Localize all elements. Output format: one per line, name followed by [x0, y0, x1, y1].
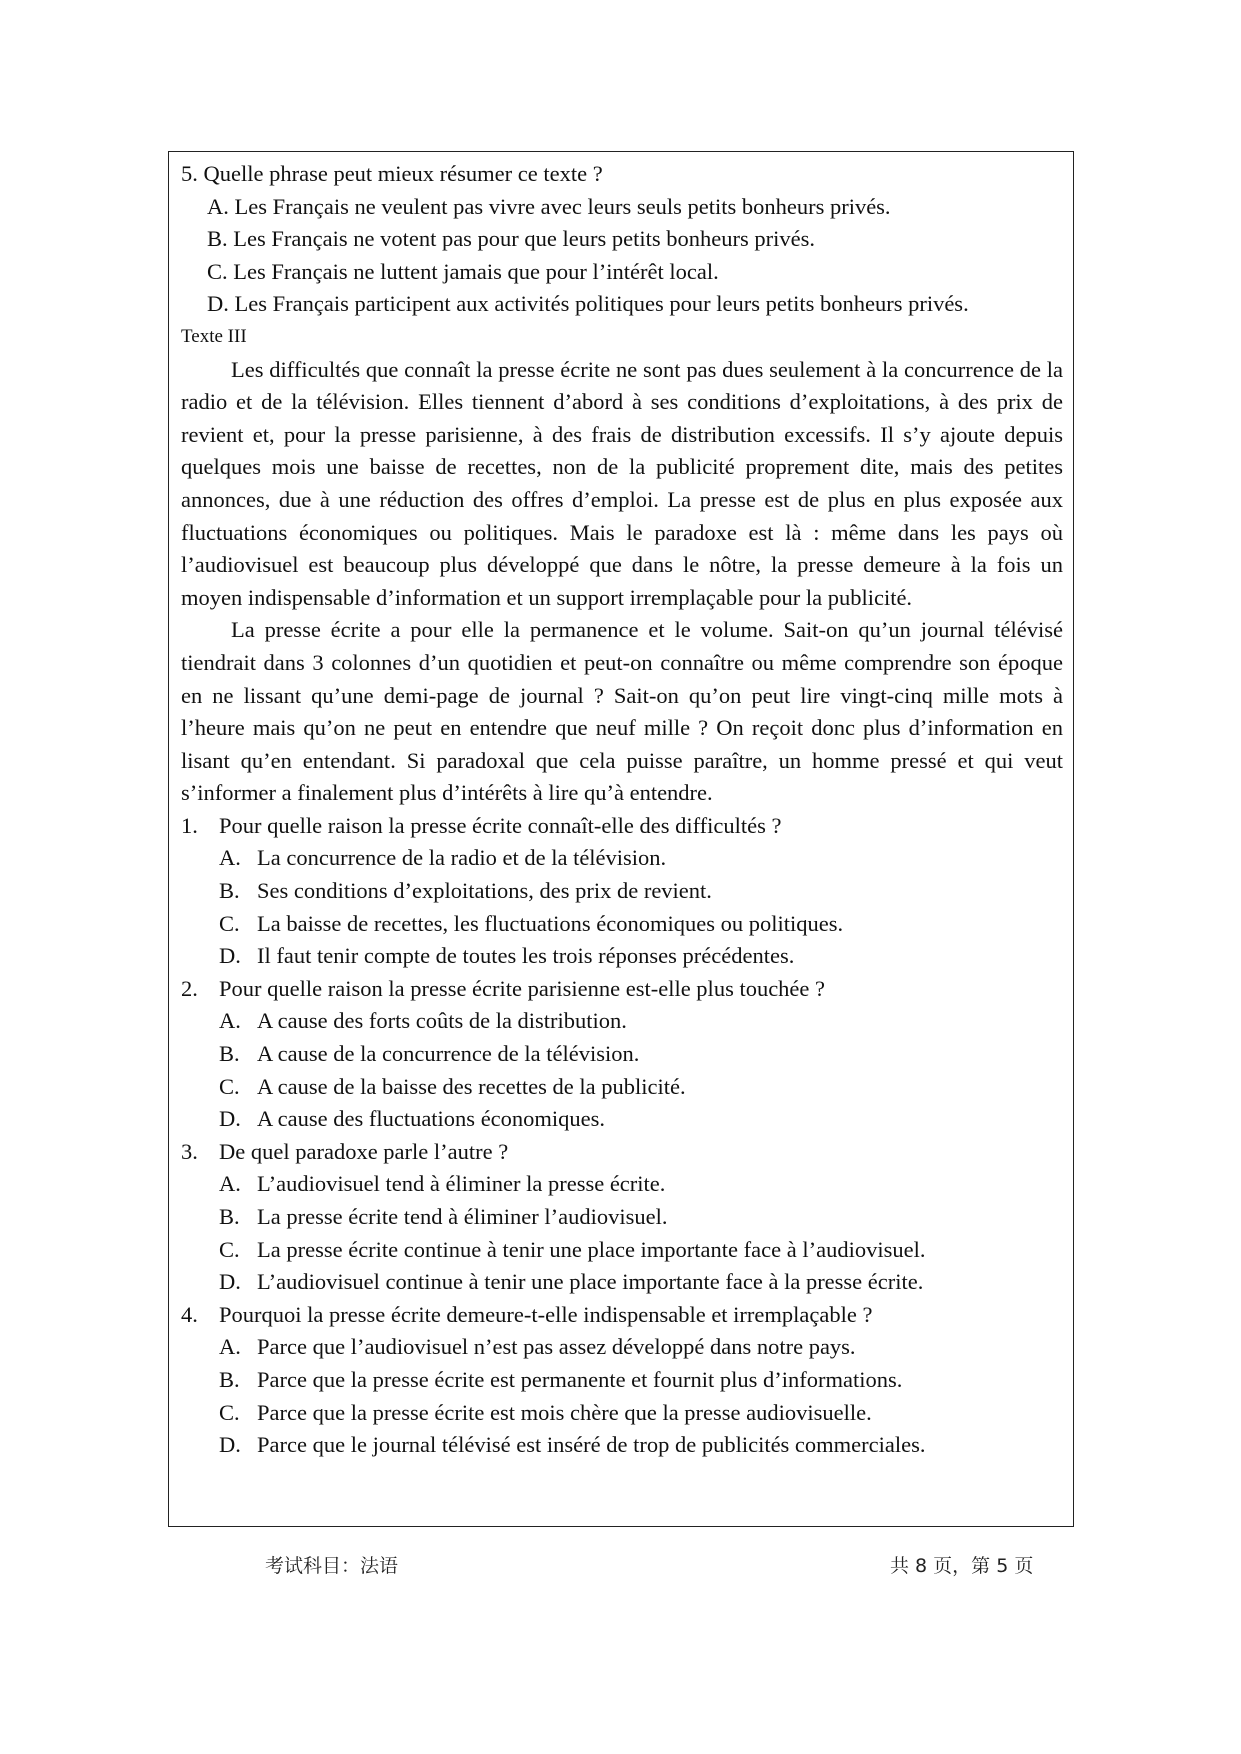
option-text: A cause de la baisse des recettes de la publicité. [257, 1073, 686, 1099]
question-1-option [181, 842, 1063, 875]
question-4 [181, 1299, 1063, 1332]
option-text: Il faut tenir compte de toutes les trois réponses précédentes. [257, 943, 795, 969]
question-3-option [181, 1234, 1063, 1267]
question-4-option [181, 1331, 1063, 1364]
question-text: Pour quelle raison la presse écrite parisienne est-elle plus touchée ? [219, 975, 826, 1001]
option-letter: A. [219, 1334, 241, 1360]
option-letter: C. [219, 910, 240, 936]
page-indicator: 共 8 页，第 5 页 [890, 1555, 1034, 1577]
option-letter: C. [219, 1236, 240, 1262]
option-letter: B. [219, 878, 240, 904]
q5-option-b: B. Les Français ne votent pas pour que leurs petits bonheurs privés. [207, 226, 815, 252]
question-4-option [181, 1429, 1063, 1462]
exam-frame [168, 151, 1074, 1527]
passage-paragraph-2: La presse écrite a pour elle la permanence et le volume. Sait-on qu’un journal télévisé tiendrait dans 3 colonnes d’un quotidien et peut-on connaître ou même comprendre son époque en ne lissant qu’une demi-page de journal ? Sait-on qu’on peut lire vingt-cinq mille mots à l’heure mais qu’on ne peut en entendre que neuf mille ? On reçoit donc plus d’information en lisant qu’en entendant. Si paradoxal que cela puisse paraître, un homme pressé et qui veut s’informer a finalement plus d’intérêts à lire qu’à entendre. [181, 617, 1063, 806]
question-2-option [181, 1038, 1063, 1071]
q5-option-d: D. Les Français participent aux activités politiques pour leurs petits bonheurs privés. [207, 291, 969, 317]
option-letter: D. [219, 1269, 241, 1295]
option-text: La concurrence de la radio et de la télévision. [257, 845, 667, 871]
question-1 [181, 810, 1063, 843]
question-number: 2. [181, 975, 198, 1001]
option-letter: C. [219, 1399, 240, 1425]
option-letter: A. [219, 1171, 241, 1197]
option-text: A cause de la concurrence de la télévision. [257, 1041, 640, 1067]
option-letter: A. [219, 845, 241, 871]
question-number: 3. [181, 1138, 198, 1164]
question-4-option [181, 1364, 1063, 1397]
option-text: La presse écrite continue à tenir une place importante face à l’audiovisuel. [257, 1236, 926, 1262]
question-text: De quel paradoxe parle l’autre ? [219, 1138, 509, 1164]
option-letter: B. [219, 1041, 240, 1067]
question-3 [181, 1136, 1063, 1169]
reading-passage [181, 354, 1063, 810]
option-letter: D. [219, 1106, 241, 1132]
exam-subject: 考试科目：法语 [265, 1555, 399, 1577]
section-title: Texte III [181, 325, 247, 347]
question-number: 4. [181, 1301, 198, 1327]
question-list [181, 810, 1063, 1462]
question-4-option [181, 1397, 1063, 1430]
q5-option-a: A. Les Français ne veulent pas vivre avec leurs seuls petits bonheurs privés. [207, 193, 891, 219]
option-text: Parce que l’audiovisuel n’est pas assez développé dans notre pays. [257, 1334, 856, 1360]
question-2 [181, 973, 1063, 1006]
question-text: Pourquoi la presse écrite demeure-t-elle indispensable et irremplaçable ? [219, 1301, 873, 1327]
question-3-option [181, 1266, 1063, 1299]
option-letter: A. [219, 1008, 241, 1034]
question-2-option [181, 1103, 1063, 1136]
option-text: Parce que le journal télévisé est inséré de trop de publicités commerciales. [257, 1432, 926, 1458]
option-text: Parce que la presse écrite est permanente et fournit plus d’informations. [257, 1366, 903, 1392]
option-text: La presse écrite tend à éliminer l’audiovisuel. [257, 1204, 668, 1229]
passage-paragraph-1: Les difficultés que connaît la presse écrite ne sont pas dues seulement à la concurrence de la radio et de la télévision. Elles tiennent d’abord à ses conditions d’exploitations, à des prix de revient et, pour la presse parisienne, à des frais de distribution excessifs. Il s’y ajoute depuis quelques mois une baisse de recettes, non de la publicité proprement dite, mais des petites annonces, due à une réduction des offres d’emploi. La presse est de plus en plus exposée aux fluctuations économiques ou politiques. Mais le paradoxe est là : même dans les pays où l’audiovisuel est beaucoup plus développé que dans le nôtre, la presse demeure à la fois un moyen indispensable d’information et un support irremplaçable pour la publicité. [181, 356, 1063, 610]
question-1-option [181, 875, 1063, 908]
option-letter: C. [219, 1073, 240, 1099]
question-text: Pour quelle raison la presse écrite connaît-elle des difficultés ? [219, 812, 782, 838]
option-text: La baisse de recettes, les fluctuations économiques ou politiques. [257, 910, 844, 936]
question-3-option [181, 1168, 1063, 1201]
option-text: A cause des fluctuations économiques. [257, 1106, 606, 1132]
option-text: Ses conditions d’exploitations, des prix de revient. [257, 878, 712, 904]
option-letter: B. [219, 1204, 240, 1229]
q5-question: 5. Quelle phrase peut mieux résumer ce texte ? [181, 161, 603, 186]
question-2-option [181, 1071, 1063, 1104]
question-1-option [181, 908, 1063, 941]
question-2-option [181, 1005, 1063, 1038]
question-1-option [181, 940, 1063, 973]
option-text: L’audiovisuel tend à éliminer la presse écrite. [257, 1171, 666, 1197]
question-3-option [181, 1201, 1063, 1234]
option-text: A cause des forts coûts de la distribution. [257, 1008, 627, 1034]
option-text: Parce que la presse écrite est mois chère que la presse audiovisuelle. [257, 1399, 872, 1425]
q5-option-c: C. Les Français ne luttent jamais que pour l’intérêt local. [207, 258, 719, 284]
option-letter: B. [219, 1366, 240, 1392]
question-number: 1. [181, 812, 198, 838]
option-letter: D. [219, 943, 241, 969]
option-text: L’audiovisuel continue à tenir une place importante face à la presse écrite. [257, 1269, 924, 1295]
exam-content [181, 158, 1063, 1462]
option-letter: D. [219, 1432, 241, 1458]
